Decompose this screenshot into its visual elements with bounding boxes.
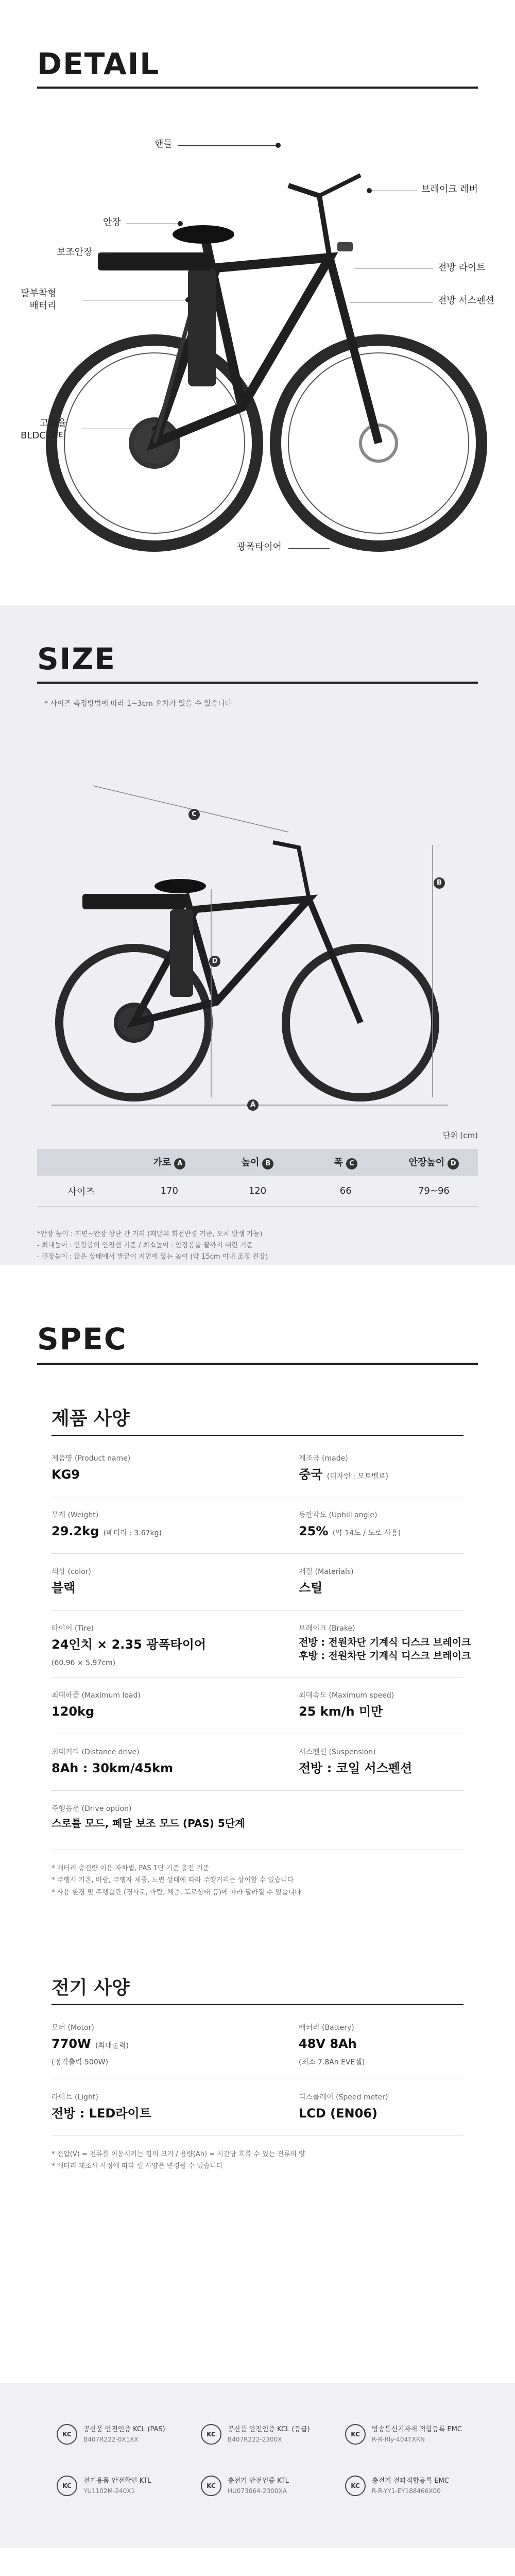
dimension-marker-a: A [247,1099,259,1111]
leader-dot [367,188,372,193]
electric-spec-title: 전기 사양 [52,1977,130,1998]
size-header-width: 가로 A [125,1155,213,1170]
spec-uphill-angle: 등판각도 (Uphill angle) 25% (약 14도 / 도로 사용) [299,1511,401,1538]
size-value-height: 120 [248,1185,267,1196]
dimension-marker-d: D [209,956,220,967]
kc-mark-icon: KC [345,2476,366,2496]
spec-divider [52,1553,464,1554]
spec-title-underline [37,1363,478,1365]
spec-drive-option: 주행옵션 (Drive option) 스로틀 모드, 페달 보조 모드 (PAS) 5단계 [52,1805,245,1829]
saddle [173,225,234,244]
detail-title: DETAIL [37,46,160,81]
spec-section [0,1265,515,2383]
spec-divider [52,1610,464,1611]
dimension-marker-c: C [188,809,200,820]
size-section [0,605,515,1265]
certification-item: KC 방송통신기자재 적합등록 EMC R-R-Rly-404TXRN [345,2424,479,2445]
spec-color: 색상 (color) 블랙 [52,1568,91,1595]
spec-made-in: 제조국 (made) 중국 (디자인 : 모토벨로) [299,1454,388,1482]
size-title: SIZE [37,641,116,676]
spec-light: 라이트 (Light) 전방 : LED라이트 [52,2093,151,2121]
spec-weight: 무게 (Weight) 29.2kg (배터리 : 3.67kg) [52,1511,162,1538]
size-note-line: - 권장높이 : 앉은 상태에서 발끝이 지면에 닿는 높이 (약 15cm 이내 조정 권장) [37,1253,268,1261]
size-tolerance-note: * 사이즈 측정방법에 따라 1~3cm 오차가 있을 수 있습니다 [44,700,232,708]
kc-mark-icon: KC [201,2424,221,2445]
leader-dot [152,426,157,431]
spec-motor: 모터 (Motor) 770W (최대출력) (정격출력 500W) [52,2024,129,2067]
spec-display: 디스플레이 (Speed meter) LCD (EN06) [299,2093,388,2121]
electric-spec-underline [52,2004,464,2005]
spec-note-line: * 전압(V) = 전류를 이동시키는 힘의 크기 / 용량(Ah) = 시간당 흐를 수 있는 전류의 양 [52,2150,305,2158]
size-value-width: 170 [160,1185,178,1196]
kc-mark-icon: KC [57,2424,77,2445]
certification-item: KC 충전기 전파적합등록 EMC R-R-YY1-EY188466X00 [345,2476,479,2496]
size-notes [37,1229,268,1263]
spec-max-load: 최대하중 (Maximum load) 120kg [52,1691,141,1719]
spec-product-name: 제품명 (Product name) KG9 [52,1454,131,1482]
callout-headlight: 전방 라이트 [438,262,486,273]
product-spec-underline [52,1435,464,1436]
callout-handle: 핸들 [154,139,173,149]
spec-material: 재질 (Materials) 스틸 [299,1568,354,1595]
spec-distance: 최대거리 (Distance drive) 8Ah : 30km/45km [52,1748,174,1775]
callout-battery: 탈부착형 배터리 [21,288,57,312]
product-spec-title: 제품 사양 [52,1408,130,1429]
size-header-height: 높이 B [213,1155,301,1170]
leader-line [178,145,276,146]
callout-saddle: 안장 [103,217,121,228]
spec-tire: 타이어 (Tire) 24인치 × 2.35 광폭타이어 (60.96 × 5.97cm) [52,1624,207,1668]
leader-line [98,253,113,254]
leader-dot [178,221,183,226]
leader-line [288,548,330,549]
callout-motor: 고효율 BLDC 모터 [21,418,67,442]
kc-mark-icon: KC [57,2476,77,2496]
size-value-depth: 66 [339,1185,352,1196]
callout-brake-lever: 브레이크 레버 [421,184,478,195]
certification-item: KC 공산품 안전인증 KCL (PAS) B407R222-0X1XX [57,2424,196,2445]
spec-suspension: 서스펜션 (Suspension) 전방 : 코일 서스펜션 [299,1748,413,1775]
certification-item: KC 충전기 안전인증 KTL HU073064-2300XA [201,2476,340,2496]
kc-mark-icon: KC [201,2476,221,2496]
spec-note-line: * 배터리 제조사 사정에 따라 셀 사양은 변경될 수 있습니다 [52,2162,223,2171]
dimension-marker-b: B [434,877,445,889]
headlight [337,242,353,251]
bike-size-illustration [0,693,515,1115]
size-note-line: - 최대높이 : 안장봉의 안전선 기준 / 최소높이 : 안장봉을 끝까지 내린 기준 [37,1242,253,1250]
size-header-saddle-height: 안장높이 D [390,1155,478,1170]
callout-tire: 광폭타이어 [237,541,282,552]
kc-mark-icon: KC [345,2424,366,2445]
rear-rack [98,252,211,270]
detail-section [0,0,515,605]
spec-brake: 브레이크 (Brake) 전방 : 전원차단 기계식 디스크 브레이크 후방 : 전원차단 기계식 디스크 브레이크 [299,1624,471,1662]
certification-item: KC 공산품 안전인증 KCL (등급) B407R222-2300X [201,2424,340,2445]
size-unit: 단위 (cm) [442,1131,478,1140]
callout-rear-rack: 보조안장 [57,247,93,258]
leader-dot [276,143,281,148]
size-table-header [37,1149,478,1176]
spec-divider [52,1790,464,1791]
spec-title: SPEC [37,1321,127,1357]
size-note-line: *안장 높이 : 지면~안장 상단 간 거리 (페달의 회전반경 기준, 오차 발생 가능) [37,1230,263,1238]
certification-item: KC 전기용품 안전확인 KTL YU1102M-240X1 [57,2476,196,2496]
certification-section [0,2383,515,2548]
size-row-label: 사이즈 [67,1186,95,1197]
spec-battery: 배터리 (Battery) 48V 8Ah (최소 7.8Ah EVE셀) [299,2024,365,2067]
battery-pack [188,268,216,386]
box-contents-section [0,2548,515,2576]
spec-note-line: * 주행시 기온, 바람, 주행자 체중, 노면 상태에 따라 주행거리는 상이할 수 있습니다 [52,1876,294,1885]
product-spec-notes [52,1862,464,1899]
size-value-saddle-height: 79~96 [418,1185,450,1196]
size-title-underline [37,682,478,684]
spec-max-speed: 최대속도 (Maximum speed) 25 km/h 미만 [299,1691,394,1719]
spec-note-line: * 사용 환경 및 주행습관 (경사로, 바람, 체중, 도로상태 등)에 따라 달라질 수 있습니다 [52,1888,301,1896]
size-header-depth: 폭 C [302,1155,390,1170]
leader-dot [185,297,191,302]
electric-spec-notes [52,2148,464,2173]
callout-suspension: 전방 서스펜션 [438,295,495,306]
spec-note-line: * 배터리 충전량 이용 자차법, PAS 1단 기준 충전 기준 [52,1865,210,1872]
size-table [37,1149,478,1207]
table-row [37,1176,478,1207]
